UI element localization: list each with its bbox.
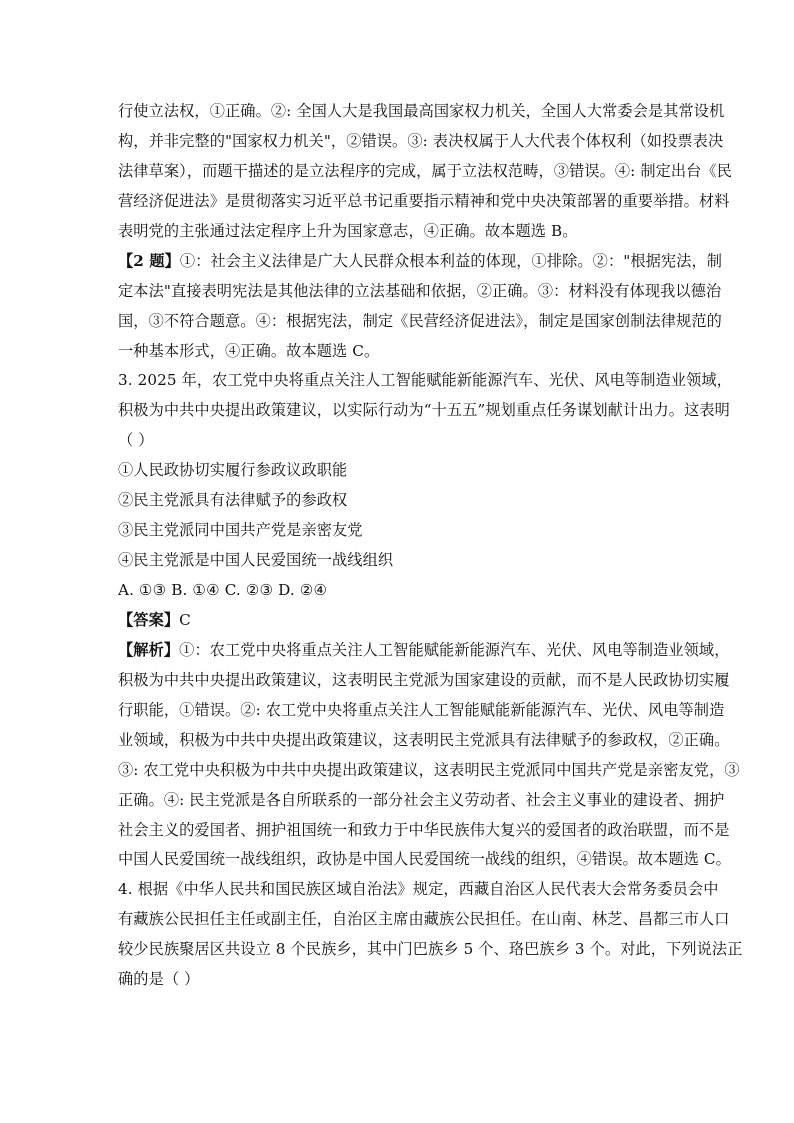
- question-3-stem: [118, 366, 732, 396]
- line-text: 表明党的主张通过法定程序上升为国家意志，④正确。故本题选 B。: [118, 221, 578, 240]
- line-text: ①：社会主义法律是广大人民群众根本利益的体现，①排除。②："根据宪法，制: [179, 251, 723, 270]
- line-text: （ ）: [118, 431, 154, 450]
- line-text: 社会主义的爱国者、拥护祖国统一和致力于中华民族伟大复兴的爱国者的政治联盟，而不是: [118, 820, 730, 839]
- text-line: [118, 935, 743, 965]
- statement-item: [118, 516, 683, 546]
- line-text: 国，③不符合题意。④：根据宪法，制定《民营经济促进法》，制定是国家创制法律规范的: [118, 311, 722, 330]
- text-line: [118, 217, 683, 247]
- text-line: [118, 786, 725, 816]
- line-text: 定本法"直接表明宪法是其他法律的立法基础和依据，②正确。③：材料没有体现我以德治: [118, 281, 722, 300]
- section-tag: 【解析】: [118, 640, 180, 659]
- text-line: [118, 127, 724, 157]
- line-text: 有藏族公民担任主任或副主任，自治区主席由藏族公民担任。在山南、林芝、昌都三市人口: [118, 910, 730, 929]
- text-line: [118, 396, 730, 426]
- line-text: 行使立法权，①正确。②: 全国人大是我国最高国家权力机关，全国人大常委会是其常设机: [118, 102, 725, 120]
- line-text: 4. 根据《中华人民共和国民族区域自治法》规定，西藏自治区人民代表大会常务委员会中: [118, 880, 719, 899]
- line-text: 3. 2025 年，农工党中央将重点关注人工智能赋能新能源汽车、光伏、风电等制造业领域，: [118, 371, 732, 390]
- text-line: [118, 965, 683, 995]
- line-text: ④民主党派是中国人民爱国统一战线组织: [118, 551, 394, 570]
- text-line: [118, 97, 725, 127]
- line-text: 较少民族聚居区共设立 8 个民族乡，其中门巴族乡 5 个、珞巴族乡 3 个。对此，下列说法正: [118, 940, 743, 959]
- line-text: ③: 农工党中央积极为中共中央提出政策建议，这表明民主党派同中国共产党是亲密友党，③: [118, 760, 740, 779]
- line-text: A. ①③ B. ①④ C. ②③ D. ②④: [118, 581, 328, 599]
- text-line: [118, 337, 683, 367]
- line-text: 构，并非完整的"国家权力机关"，②错误。③: 表决权属于人大代表个体权利（如投票表决: [118, 131, 724, 150]
- line-text: 积极为中共中央提出政策建议，这表明民主党派为国家建设的贡献，而不是人民政协切实履: [118, 670, 730, 689]
- line-text: ①：农工党中央将重点关注人工智能赋能新能源汽车、光伏、风电等制造业领域，: [179, 640, 730, 659]
- line-text: 业领域，积极为中共中央提出政策建议，这表明民主党派具有法律赋予的参政权，②正确。: [118, 730, 730, 749]
- statement-item: [118, 456, 683, 486]
- section-tag: 【2 题】: [118, 251, 180, 270]
- text-line: [118, 307, 722, 337]
- line-text: C: [179, 610, 191, 629]
- text-line: [118, 157, 733, 187]
- line-text: 确的是（ ）: [118, 970, 200, 989]
- statement-item: [118, 486, 683, 516]
- answer-line: [118, 606, 683, 636]
- line-text: 一种基本形式，④正确。故本题选 C。: [118, 341, 380, 360]
- line-text: ①人民政协切实履行参政议政职能: [118, 461, 348, 480]
- section-tag: 【答案】: [118, 610, 180, 629]
- text-line: [118, 845, 731, 875]
- text-line: [118, 905, 730, 935]
- line-text: 正确。④: 民主党派是各自所联系的一部分社会主义劳动者、社会主义事业的建设者、拥护: [118, 790, 725, 809]
- document-body: [118, 97, 743, 995]
- text-line: [118, 277, 722, 307]
- line-text: 中国人民爱国统一战线组织，政协是中国人民爱国统一战线的组织，④错误。故本题选 C。: [118, 850, 731, 869]
- text-line: [118, 666, 730, 696]
- question-2-analysis: [118, 247, 723, 277]
- text-line: [118, 726, 730, 756]
- line-text: 营经济促进法》是贯彻落实习近平总书记重要指示精神和党中央决策部署的重要举措。材料: [118, 191, 730, 210]
- analysis-line: [118, 636, 730, 666]
- text-line: [118, 187, 730, 217]
- answer-options: [118, 576, 683, 606]
- line-text: ②民主党派具有法律赋予的参政权: [118, 491, 348, 510]
- text-line: [118, 816, 730, 846]
- text-line: [118, 756, 740, 786]
- line-text: 法律草案），而题干描述的是立法程序的完成，属于立法权范畴，③错误。④: 制定出台《民: [118, 161, 733, 180]
- answer-blank: [118, 426, 683, 456]
- text-line: [118, 696, 725, 726]
- statement-item: [118, 546, 683, 576]
- line-text: 积极为中共中央提出政策建议，以实际行动为“十五五”规划重点任务谋划献计出力。这表明: [118, 401, 730, 420]
- question-4-stem: [118, 875, 719, 905]
- line-text: 行职能，①错误。②: 农工党中央将重点关注人工智能赋能新能源汽车、光伏、风电等制造: [118, 700, 725, 719]
- line-text: ③民主党派同中国共产党是亲密友党: [118, 521, 363, 540]
